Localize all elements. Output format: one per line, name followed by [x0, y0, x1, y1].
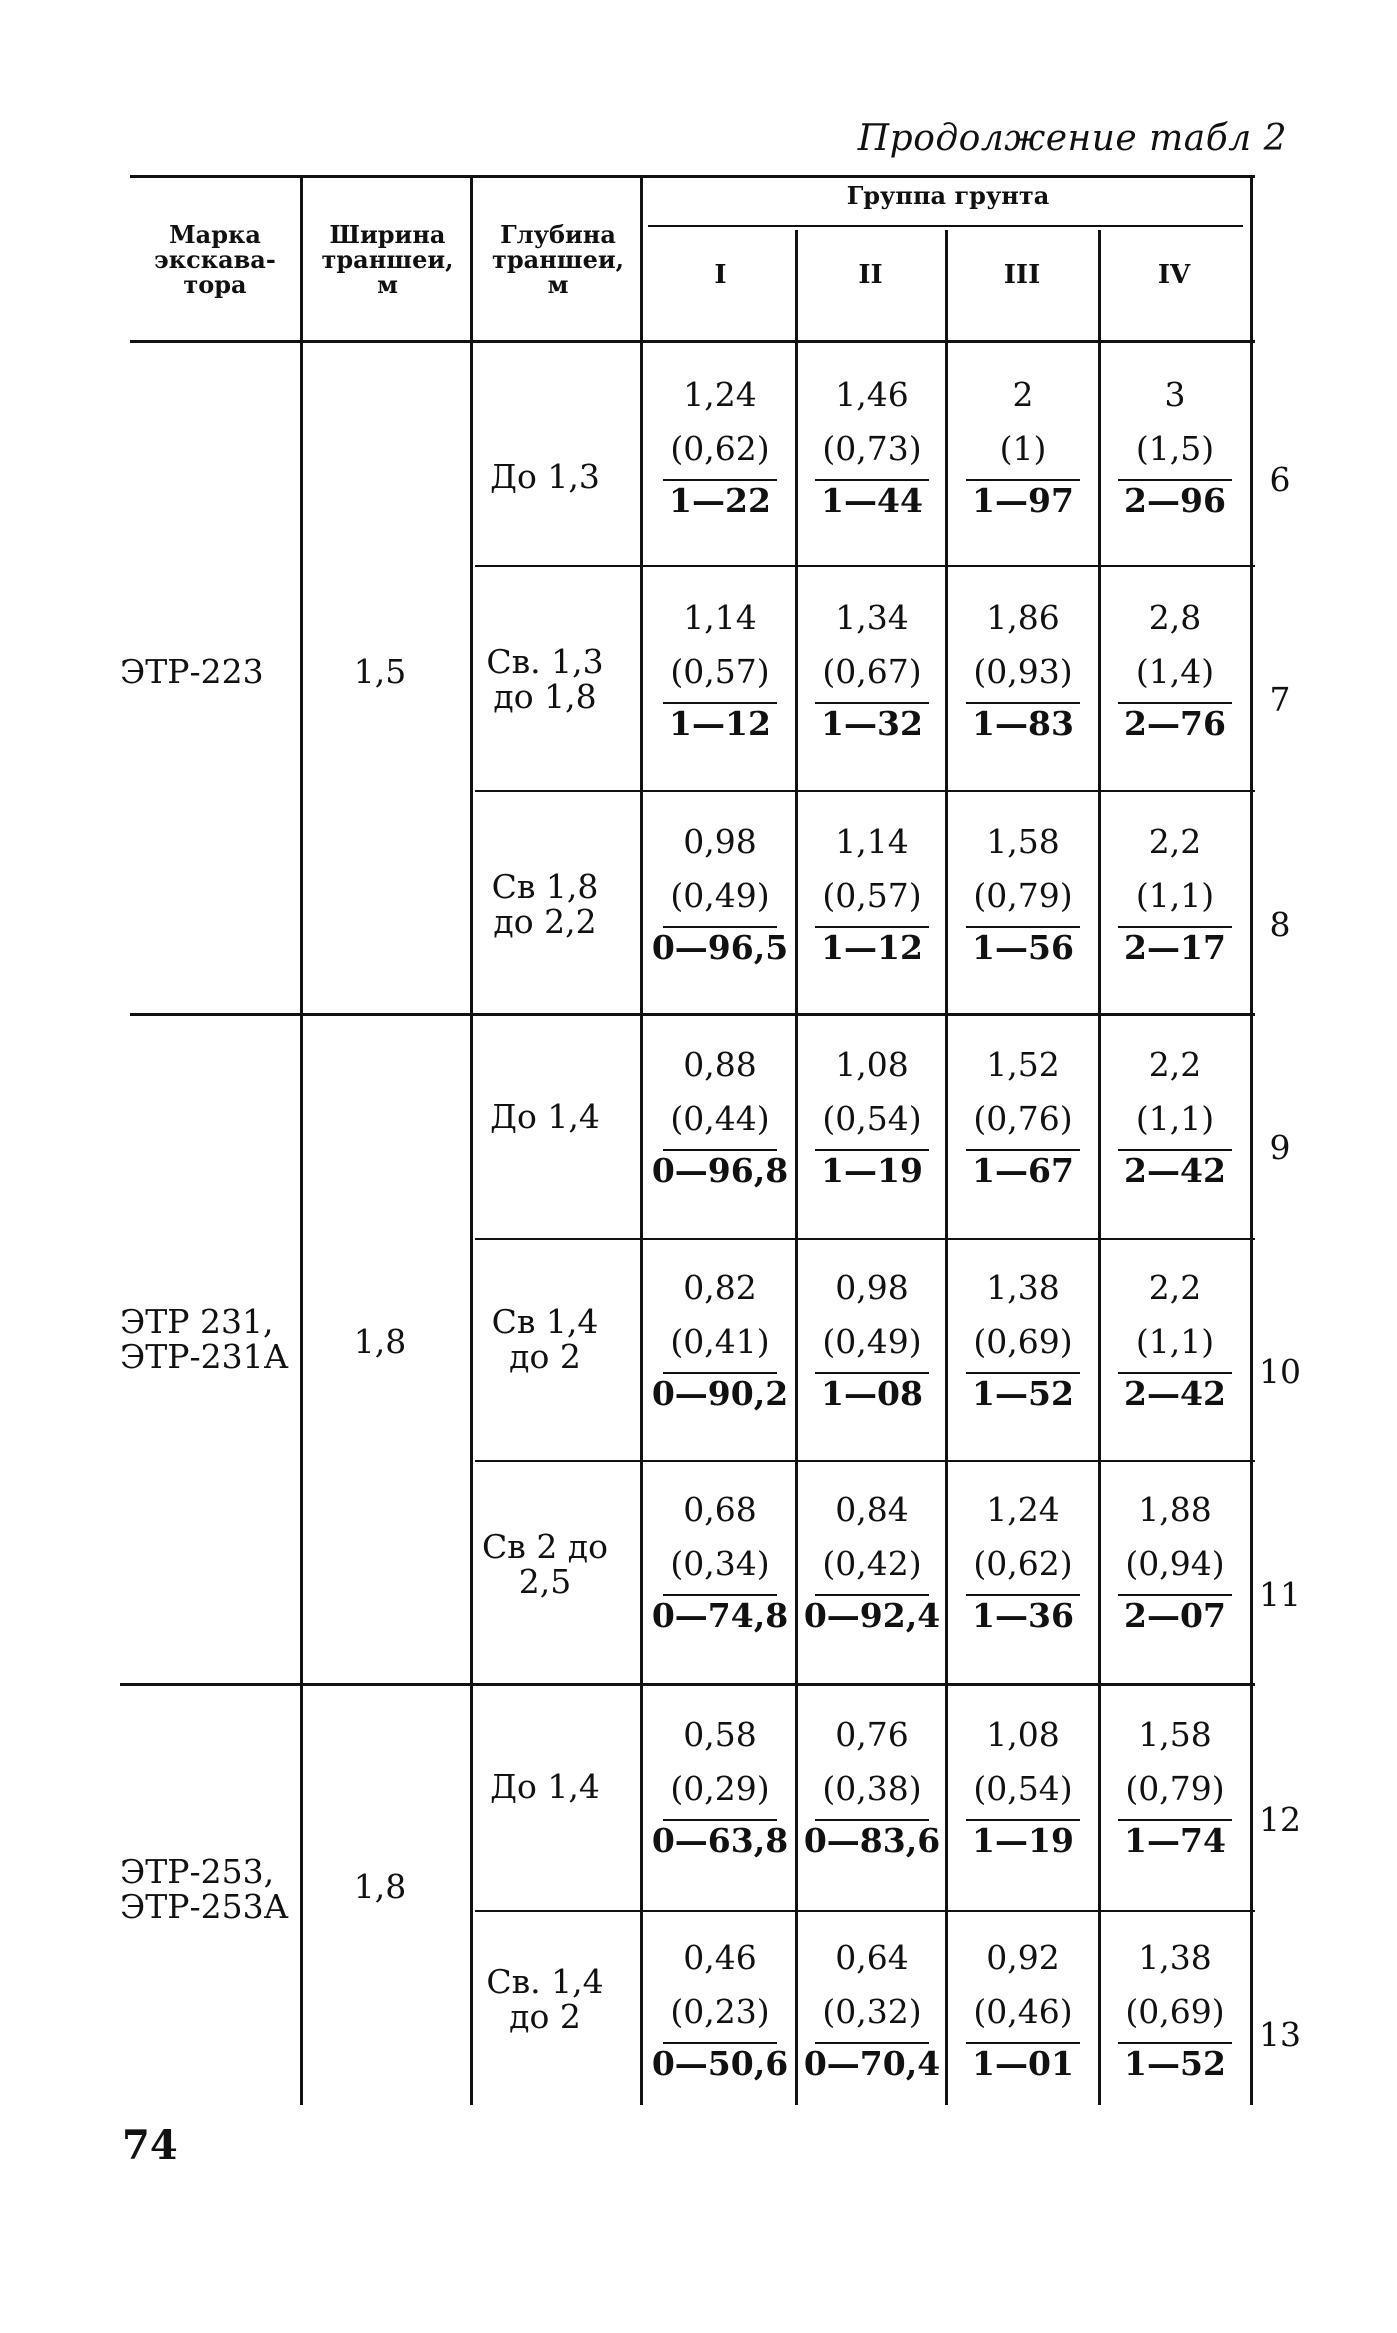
header-col-2: II	[858, 260, 883, 290]
header-width: Ширина траншеи, м	[321, 220, 454, 300]
excavator-mark: ЭТР-223	[120, 652, 264, 691]
row-rule	[475, 1238, 1255, 1240]
header-mark: Марка экскава-тора	[154, 220, 276, 300]
row-number: 11	[1259, 1575, 1301, 1614]
col-rule	[640, 175, 643, 2105]
trench-width: 1,5	[353, 652, 407, 691]
table-caption: Продолжение табл 2	[857, 118, 1287, 159]
trench-width: 1,8	[353, 1322, 407, 1361]
depth-label: Св 1,4 до 2	[491, 1302, 599, 1376]
col-rule	[300, 175, 303, 2105]
row-rule	[475, 565, 1255, 567]
header-col-1: I	[714, 260, 727, 290]
row-number: 10	[1259, 1352, 1301, 1391]
row-number: 9	[1269, 1128, 1291, 1167]
header-depth: Глубина траншеи, м	[492, 220, 624, 300]
header-group: Группа грунта	[846, 181, 1050, 210]
trench-width: 1,8	[353, 1867, 407, 1906]
row-number: 12	[1259, 1800, 1301, 1839]
depth-label: Св. 1,3 до 1,8	[486, 642, 604, 716]
header-col-4: IV	[1157, 260, 1191, 290]
excavator-mark: ЭТР-253, ЭТР-253А	[120, 1852, 289, 1926]
header-bottom-rule	[130, 340, 1255, 343]
group-rule	[120, 1683, 1255, 1686]
depth-label: До 1,4	[490, 1767, 600, 1806]
header-col-3: III	[1003, 260, 1041, 290]
excavator-mark: ЭТР 231, ЭТР-231А	[120, 1302, 289, 1376]
col-rule	[1250, 175, 1253, 2105]
depth-label: Св. 1,4 до 2	[486, 1962, 604, 2036]
depth-label: Св 2 до 2,5	[482, 1527, 608, 1601]
depth-label: До 1,3	[490, 457, 600, 496]
row-rule	[475, 1460, 1255, 1462]
row-number: 13	[1259, 2015, 1301, 2054]
row-number: 7	[1269, 680, 1291, 719]
row-rule	[475, 790, 1255, 792]
row-rule	[475, 1910, 1255, 1912]
top-rule	[130, 175, 1255, 178]
depth-label: До 1,4	[490, 1097, 600, 1136]
row-number: 6	[1269, 460, 1291, 499]
col-rule	[470, 175, 473, 2105]
group-header-rule	[648, 225, 1243, 227]
page-number: 74	[122, 2122, 178, 2169]
row-number: 8	[1269, 905, 1291, 944]
group-rule	[130, 1013, 1255, 1016]
depth-label: Св 1,8 до 2,2	[491, 867, 599, 941]
